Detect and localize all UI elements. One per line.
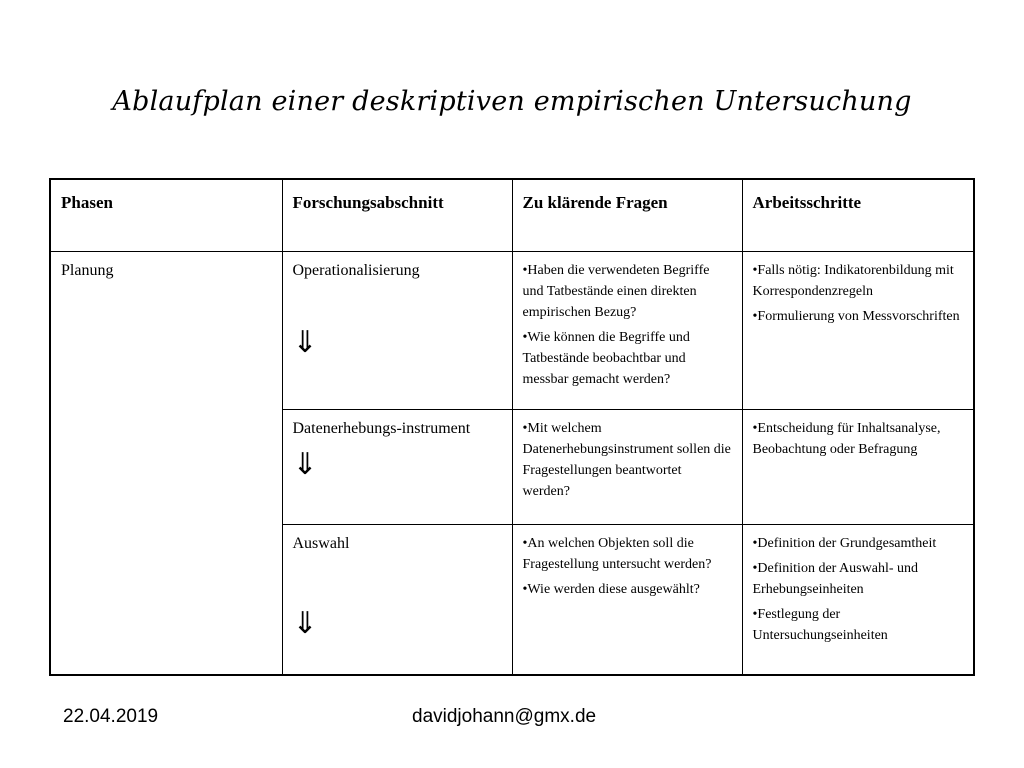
section-cell: [282, 252, 512, 410]
steps-cell: [742, 252, 974, 410]
section-label: Datenerhebungs-instrument: [292, 420, 471, 437]
step-item: • Festlegung der Untersuchungseinheiten: [753, 604, 964, 646]
header-forschungsabschnitt: Forschungsabschnitt: [282, 179, 512, 252]
questions-cell: [512, 252, 742, 410]
section-label: Operationalisierung: [292, 262, 420, 279]
steps-cell: [742, 525, 974, 675]
header-arbeitsschritte: Arbeitsschritte: [742, 179, 974, 252]
step-item: • Definition der Grundgesamtheit: [753, 533, 964, 554]
table-row: [50, 252, 974, 410]
table-header-row: [50, 179, 974, 252]
footer-date: 22.04.2019: [63, 706, 159, 727]
question-item: • Wie werden diese ausgewählt?: [523, 579, 732, 600]
down-arrow-icon: ⇓: [292, 447, 318, 482]
page-title: Ablaufplan einer deskriptiven empirischen Untersuchung: [112, 86, 912, 117]
header-phasen: Phasen: [50, 179, 282, 252]
phase-cell: [50, 252, 282, 675]
step-item: • Formulierung von Messvorschriften: [753, 306, 964, 327]
step-item: • Entscheidung für Inhaltsanalyse, Beobachtung oder Befragung: [753, 418, 964, 460]
question-item: • An welchen Objekten soll die Fragestellung untersucht werden?: [523, 533, 732, 575]
step-item: • Definition der Auswahl- und Erhebungseinheiten: [753, 558, 964, 600]
down-arrow-icon: ⇓: [292, 325, 318, 360]
header-fragen: Zu klärende Fragen: [512, 179, 742, 252]
process-table: [49, 178, 975, 676]
steps-cell: [742, 410, 974, 525]
footer-email: davidjohann@gmx.de: [412, 706, 597, 727]
down-arrow-icon: ⇓: [292, 606, 318, 641]
question-item: • Wie können die Begriffe und Tatbestände beobachtbar und messbar gemacht werden?: [523, 327, 732, 390]
questions-cell: [512, 525, 742, 675]
section-cell: [282, 410, 512, 525]
step-item: • Falls nötig: Indikatorenbildung mit Korrespondenzregeln: [753, 260, 964, 302]
question-item: • Haben die verwendeten Begriffe und Tatbestände einen direkten empirischen Bezug?: [523, 260, 732, 323]
questions-cell: [512, 410, 742, 525]
phase-label: Planung: [61, 262, 114, 279]
section-label: Auswahl: [292, 535, 350, 552]
question-item: • Mit welchem Datenerhebungsinstrument sollen die Fragestellungen beantwortet werden?: [523, 418, 732, 502]
section-cell: [282, 525, 512, 675]
